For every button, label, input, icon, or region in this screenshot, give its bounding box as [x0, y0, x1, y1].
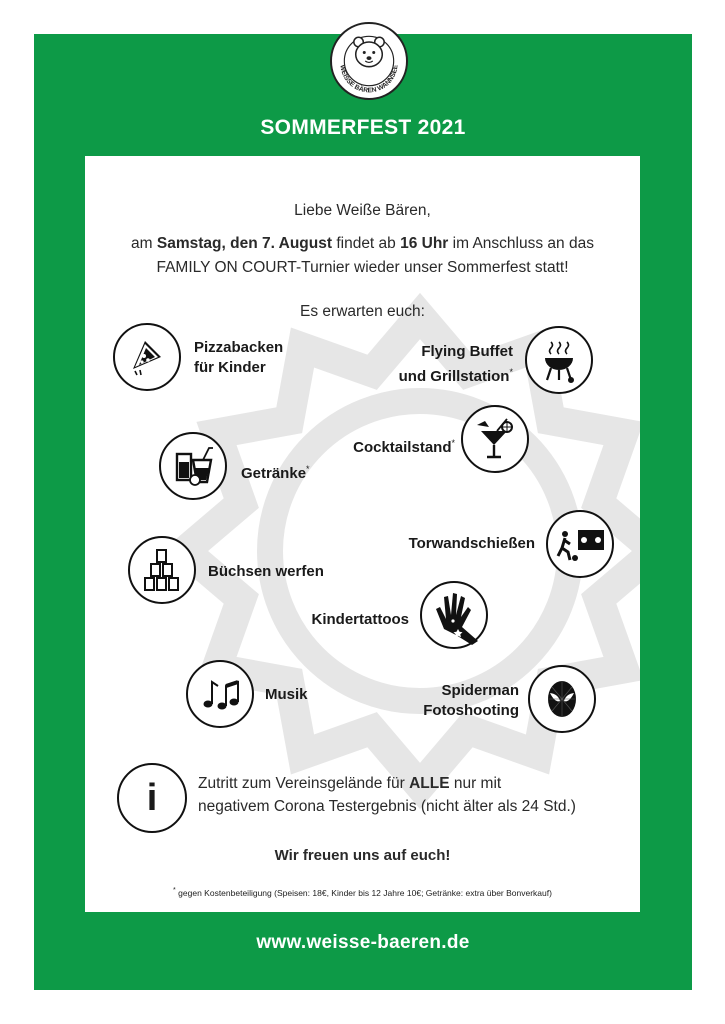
- music-notes-icon: [186, 660, 254, 728]
- drinks-label: Getränke*: [241, 464, 310, 482]
- tattoo-label: Kindertattoos: [311, 611, 409, 628]
- intro-line-1: am Samstag, den 7. August findet ab 16 Uhr im Anschluss an das: [131, 235, 594, 252]
- grill-icon: [525, 326, 593, 394]
- time-highlight: 16 Uhr: [400, 235, 449, 252]
- drinks-icon: [159, 432, 227, 500]
- club-logo: [330, 22, 408, 100]
- goal-wall-icon: [546, 510, 614, 578]
- logo-text: WEISSE BÄREN WANNSEE: [338, 64, 400, 95]
- greeting: Liebe Weiße Bären,: [294, 202, 431, 219]
- music-label: Musik: [265, 686, 308, 703]
- bear-icon: [332, 24, 406, 98]
- info-icon: i: [117, 763, 187, 833]
- pizza-icon: [113, 323, 181, 391]
- cocktail-icon: [461, 405, 529, 473]
- can-stack-label: Büchsen werfen: [208, 563, 324, 580]
- website-url[interactable]: www.weisse-baeren.de: [256, 932, 470, 953]
- page-title: SOMMERFEST 2021: [260, 116, 466, 139]
- spiderman-icon: [528, 665, 596, 733]
- date-highlight: Samstag, den 7. August: [156, 235, 333, 252]
- goal-wall-label: Torwandschießen: [408, 535, 535, 552]
- info-line-1: Zutritt zum Vereinsgelände für ALLE nur mit: [198, 775, 502, 792]
- cocktail-label: Cocktailstand*: [353, 438, 455, 456]
- spiderman-label: Spiderman Fotoshooting: [423, 682, 519, 719]
- intro-line-2: FAMILY ON COURT-Turnier wieder unser Sommerfest statt!: [156, 259, 569, 276]
- buffet-label: Flying Buffet und Grillstation*: [398, 343, 513, 385]
- can-stack-icon: [128, 536, 196, 604]
- svg-text:WEISSE BÄREN WANNSEE: [338, 64, 399, 94]
- pizza-label: Pizzabacken für Kinder: [194, 339, 284, 376]
- footnote: * gegen Kostenbeteiligung (Speisen: 18€, Kinder bis 12 Jahre 10€; Getränke: extra über Bonverkauf): [173, 886, 552, 898]
- info-line-2: negativem Corona Testergebnis (nicht älter als 24 Std.): [198, 798, 576, 815]
- expect-heading: Es erwarten euch:: [300, 303, 425, 320]
- tattoo-hand-icon: [420, 581, 488, 649]
- closing-text: Wir freuen uns auf euch!: [274, 847, 451, 864]
- content-panel: [85, 156, 640, 912]
